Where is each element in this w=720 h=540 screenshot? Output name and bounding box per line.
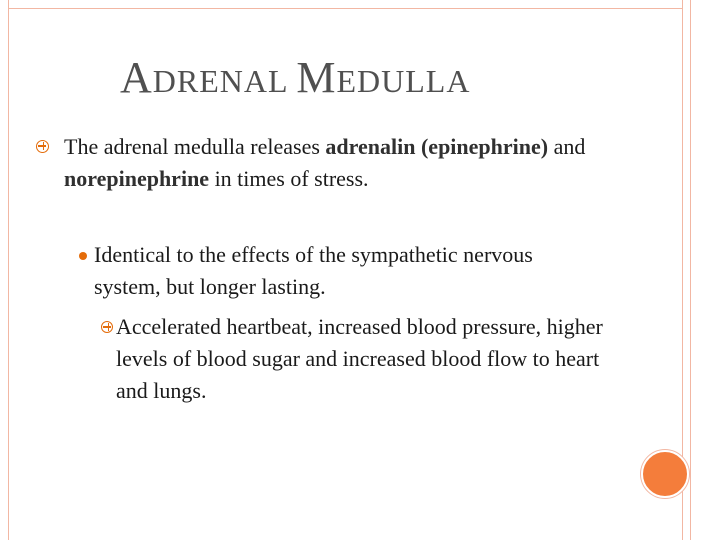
- title-cap-m: M: [296, 53, 337, 102]
- bullet-icon-level-3: [101, 321, 113, 333]
- frame-line-left: [8, 0, 9, 540]
- bullet1-mid: and: [548, 134, 586, 159]
- bullet1-prefix: The adrenal medulla releases: [64, 134, 326, 159]
- title-part-1: DRENAL: [152, 63, 297, 99]
- bullet-icon: [36, 140, 49, 153]
- title-part-2: EDULLA: [336, 63, 471, 99]
- frame-line-right-outer: [690, 0, 691, 540]
- dot-bullet-icon: [79, 252, 87, 260]
- bullet2-text: Identical to the effects of the sympathetic nervous system, but longer lasting.: [94, 242, 533, 299]
- bullet-level-2: [94, 239, 594, 303]
- slide-title: [120, 52, 660, 103]
- bullet-level-3: [116, 311, 616, 407]
- bullet1-bold-adrenalin: adrenalin (epinephrine): [325, 134, 549, 159]
- frame-line-top: [8, 8, 683, 9]
- title-cap-a: A: [120, 53, 153, 102]
- bullet-level-1: [64, 131, 624, 195]
- accent-circle: [641, 450, 689, 498]
- bullet3-text: Accelerated heartbeat, increased blood pressure, higher levels of blood sugar and increased blood flow to heart and lungs.: [116, 314, 603, 403]
- bullet1-suffix: in times of stress.: [209, 166, 369, 191]
- bullet1-bold-norepinephrine: norepinephrine: [64, 166, 210, 191]
